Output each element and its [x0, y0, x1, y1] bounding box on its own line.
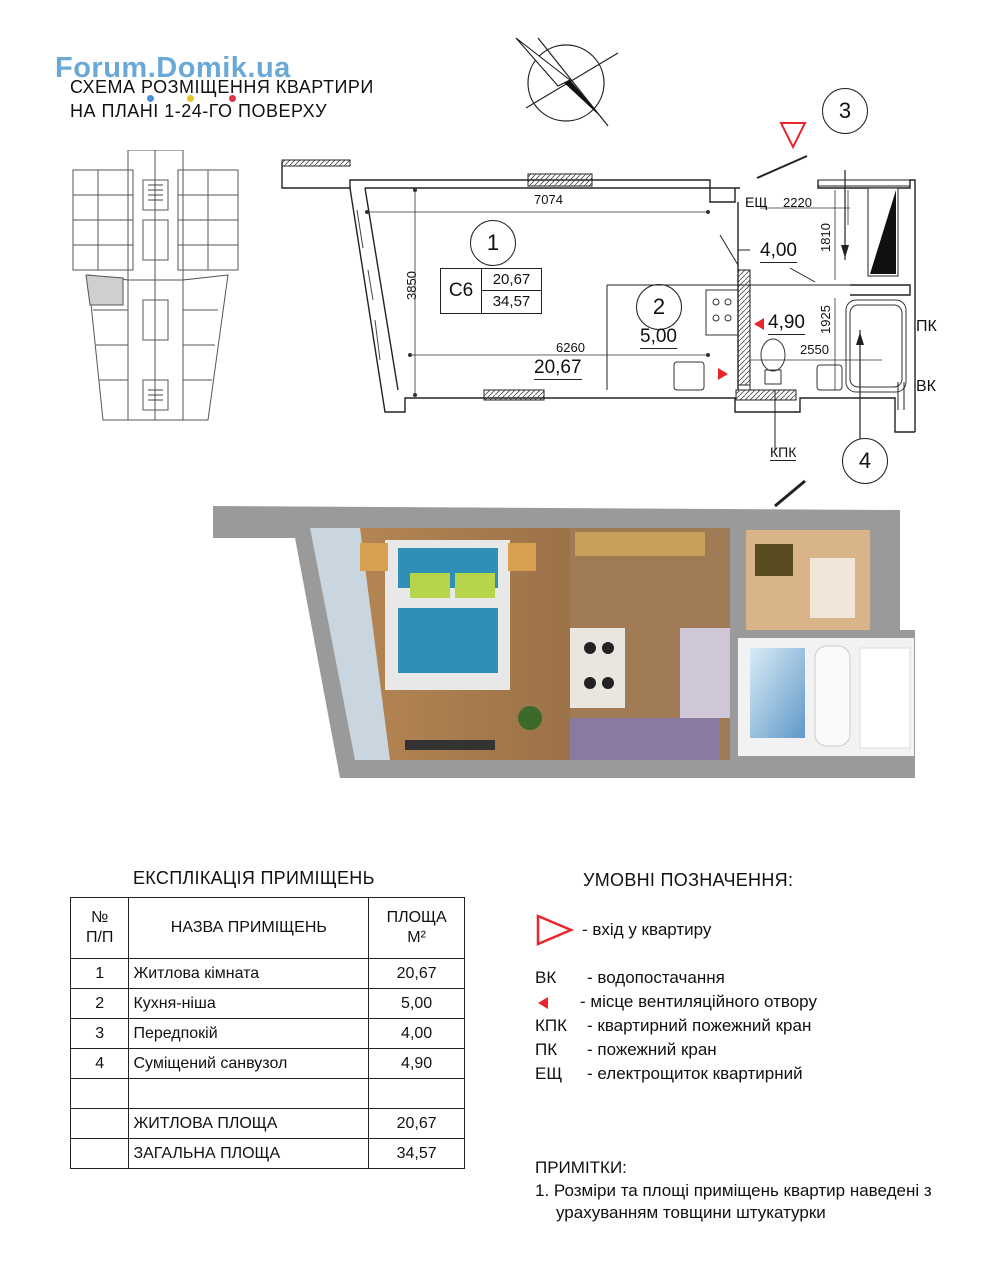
vent-marker-icon — [718, 368, 728, 380]
apartment-code-box — [440, 268, 542, 314]
floor-key-plan — [68, 150, 248, 430]
entrance-marker-icon — [778, 120, 808, 150]
living-area-label: ЖИТЛОВА ПЛОЩА — [129, 1109, 369, 1139]
room-area-4: 4,90 — [768, 312, 805, 333]
notes-line-1: 1. Розміри та площі приміщень квартир наведені з — [535, 1181, 932, 1200]
dim-width-top: 7074 — [534, 192, 563, 207]
row-num: 1 — [71, 959, 129, 989]
table-header-row — [71, 898, 465, 959]
entrance-triangle-icon — [535, 913, 575, 947]
legend-desc-esch: - електрощиток квартирний — [587, 1064, 803, 1083]
legend-key-pk: ПК — [535, 1040, 558, 1059]
total-area-value: 34,57 — [369, 1139, 465, 1169]
header-line-2: НА ПЛАНІ 1-24-ГО ПОВЕРХУ — [70, 101, 328, 121]
notes-line-2: урахуванням товщини штукатурки — [556, 1203, 826, 1222]
explication-title: ЕКСПЛІКАЦІЯ ПРИМІЩЕНЬ — [133, 868, 375, 888]
room-number-4: 4 — [842, 438, 888, 484]
dim-hall-width: 2220 — [783, 195, 812, 210]
table-row-empty — [71, 1079, 465, 1109]
row-name: Передпокій — [129, 1019, 369, 1049]
compass-icon — [508, 28, 628, 133]
room-area-2: 5,00 — [640, 326, 677, 347]
table-row-living — [71, 1109, 465, 1139]
apartment-total-area: 34,57 — [492, 293, 531, 310]
label-pk: ПК — [916, 318, 937, 335]
table-row — [71, 989, 465, 1019]
notes-title: ПРИМІТКИ: — [535, 1158, 627, 1177]
header-num: № П/П — [71, 898, 129, 959]
legend-key-esch: ЕЩ — [535, 1064, 563, 1083]
watermark: Forum.Domik.ua — [55, 52, 291, 84]
dim-bath-height: 1925 — [818, 305, 833, 334]
legend-title: УМОВНІ ПОЗНАЧЕННЯ: — [583, 870, 794, 890]
apartment-living-area: 20,67 — [482, 269, 541, 291]
row-name: Суміщений санвузол — [129, 1049, 369, 1079]
label-kpk: КПК — [770, 444, 797, 460]
row-area: 5,00 — [369, 989, 465, 1019]
label-esch: ЕЩ — [745, 194, 768, 210]
vent-triangle-icon — [536, 996, 550, 1010]
room-area-3: 4,00 — [760, 240, 797, 261]
dim-width-bottom: 6260 — [556, 340, 585, 355]
apartment-3d-render — [210, 478, 915, 783]
table-row-total — [71, 1139, 465, 1169]
header-name: НАЗВА ПРИМІЩЕНЬ — [129, 898, 369, 959]
room-number-1: 1 — [470, 220, 516, 266]
dim-bath-width: 2550 — [800, 342, 829, 357]
legend-desc-pk: - пожежний кран — [587, 1040, 717, 1059]
table-row — [71, 1049, 465, 1079]
dim-height-left: 3850 — [404, 271, 419, 300]
row-num: 3 — [71, 1019, 129, 1049]
living-area-value: 20,67 — [369, 1109, 465, 1139]
dim-hall-height: 1810 — [818, 223, 833, 252]
legend-desc-vent: - місце вентиляційного отвору — [580, 992, 817, 1011]
legend-desc-kpk: - квартирний пожежний кран — [587, 1016, 812, 1035]
total-area-label: ЗАГАЛЬНА ПЛОЩА — [129, 1139, 369, 1169]
explication-table — [70, 897, 465, 1169]
legend-entrance: - вхід у квартиру — [582, 920, 712, 939]
room-area-1: 20,67 — [534, 357, 582, 378]
header-area: ПЛОЩА М² — [369, 898, 465, 959]
room-number-3: 3 — [822, 88, 868, 134]
room-number-2: 2 — [636, 284, 682, 330]
row-area: 4,00 — [369, 1019, 465, 1049]
legend-desc-vk: - водопостачання — [587, 968, 725, 987]
row-name: Житлова кімната — [129, 959, 369, 989]
header-line-1: СХЕМА РОЗМІЩЕННЯ КВАРТИРИ — [70, 77, 374, 97]
apartment-code: C6 — [441, 269, 482, 313]
legend-key-kpk: КПК — [535, 1016, 568, 1035]
row-name: Кухня-ніша — [129, 989, 369, 1019]
row-num: 2 — [71, 989, 129, 1019]
table-row — [71, 1019, 465, 1049]
apartment-floor-plan — [270, 150, 960, 480]
table-row — [71, 959, 465, 989]
legend-key-vk: ВК — [535, 968, 557, 987]
row-area: 20,67 — [369, 959, 465, 989]
row-num: 4 — [71, 1049, 129, 1079]
row-area: 4,90 — [369, 1049, 465, 1079]
label-vk: ВК — [916, 378, 936, 395]
vent-marker-icon — [754, 318, 764, 330]
